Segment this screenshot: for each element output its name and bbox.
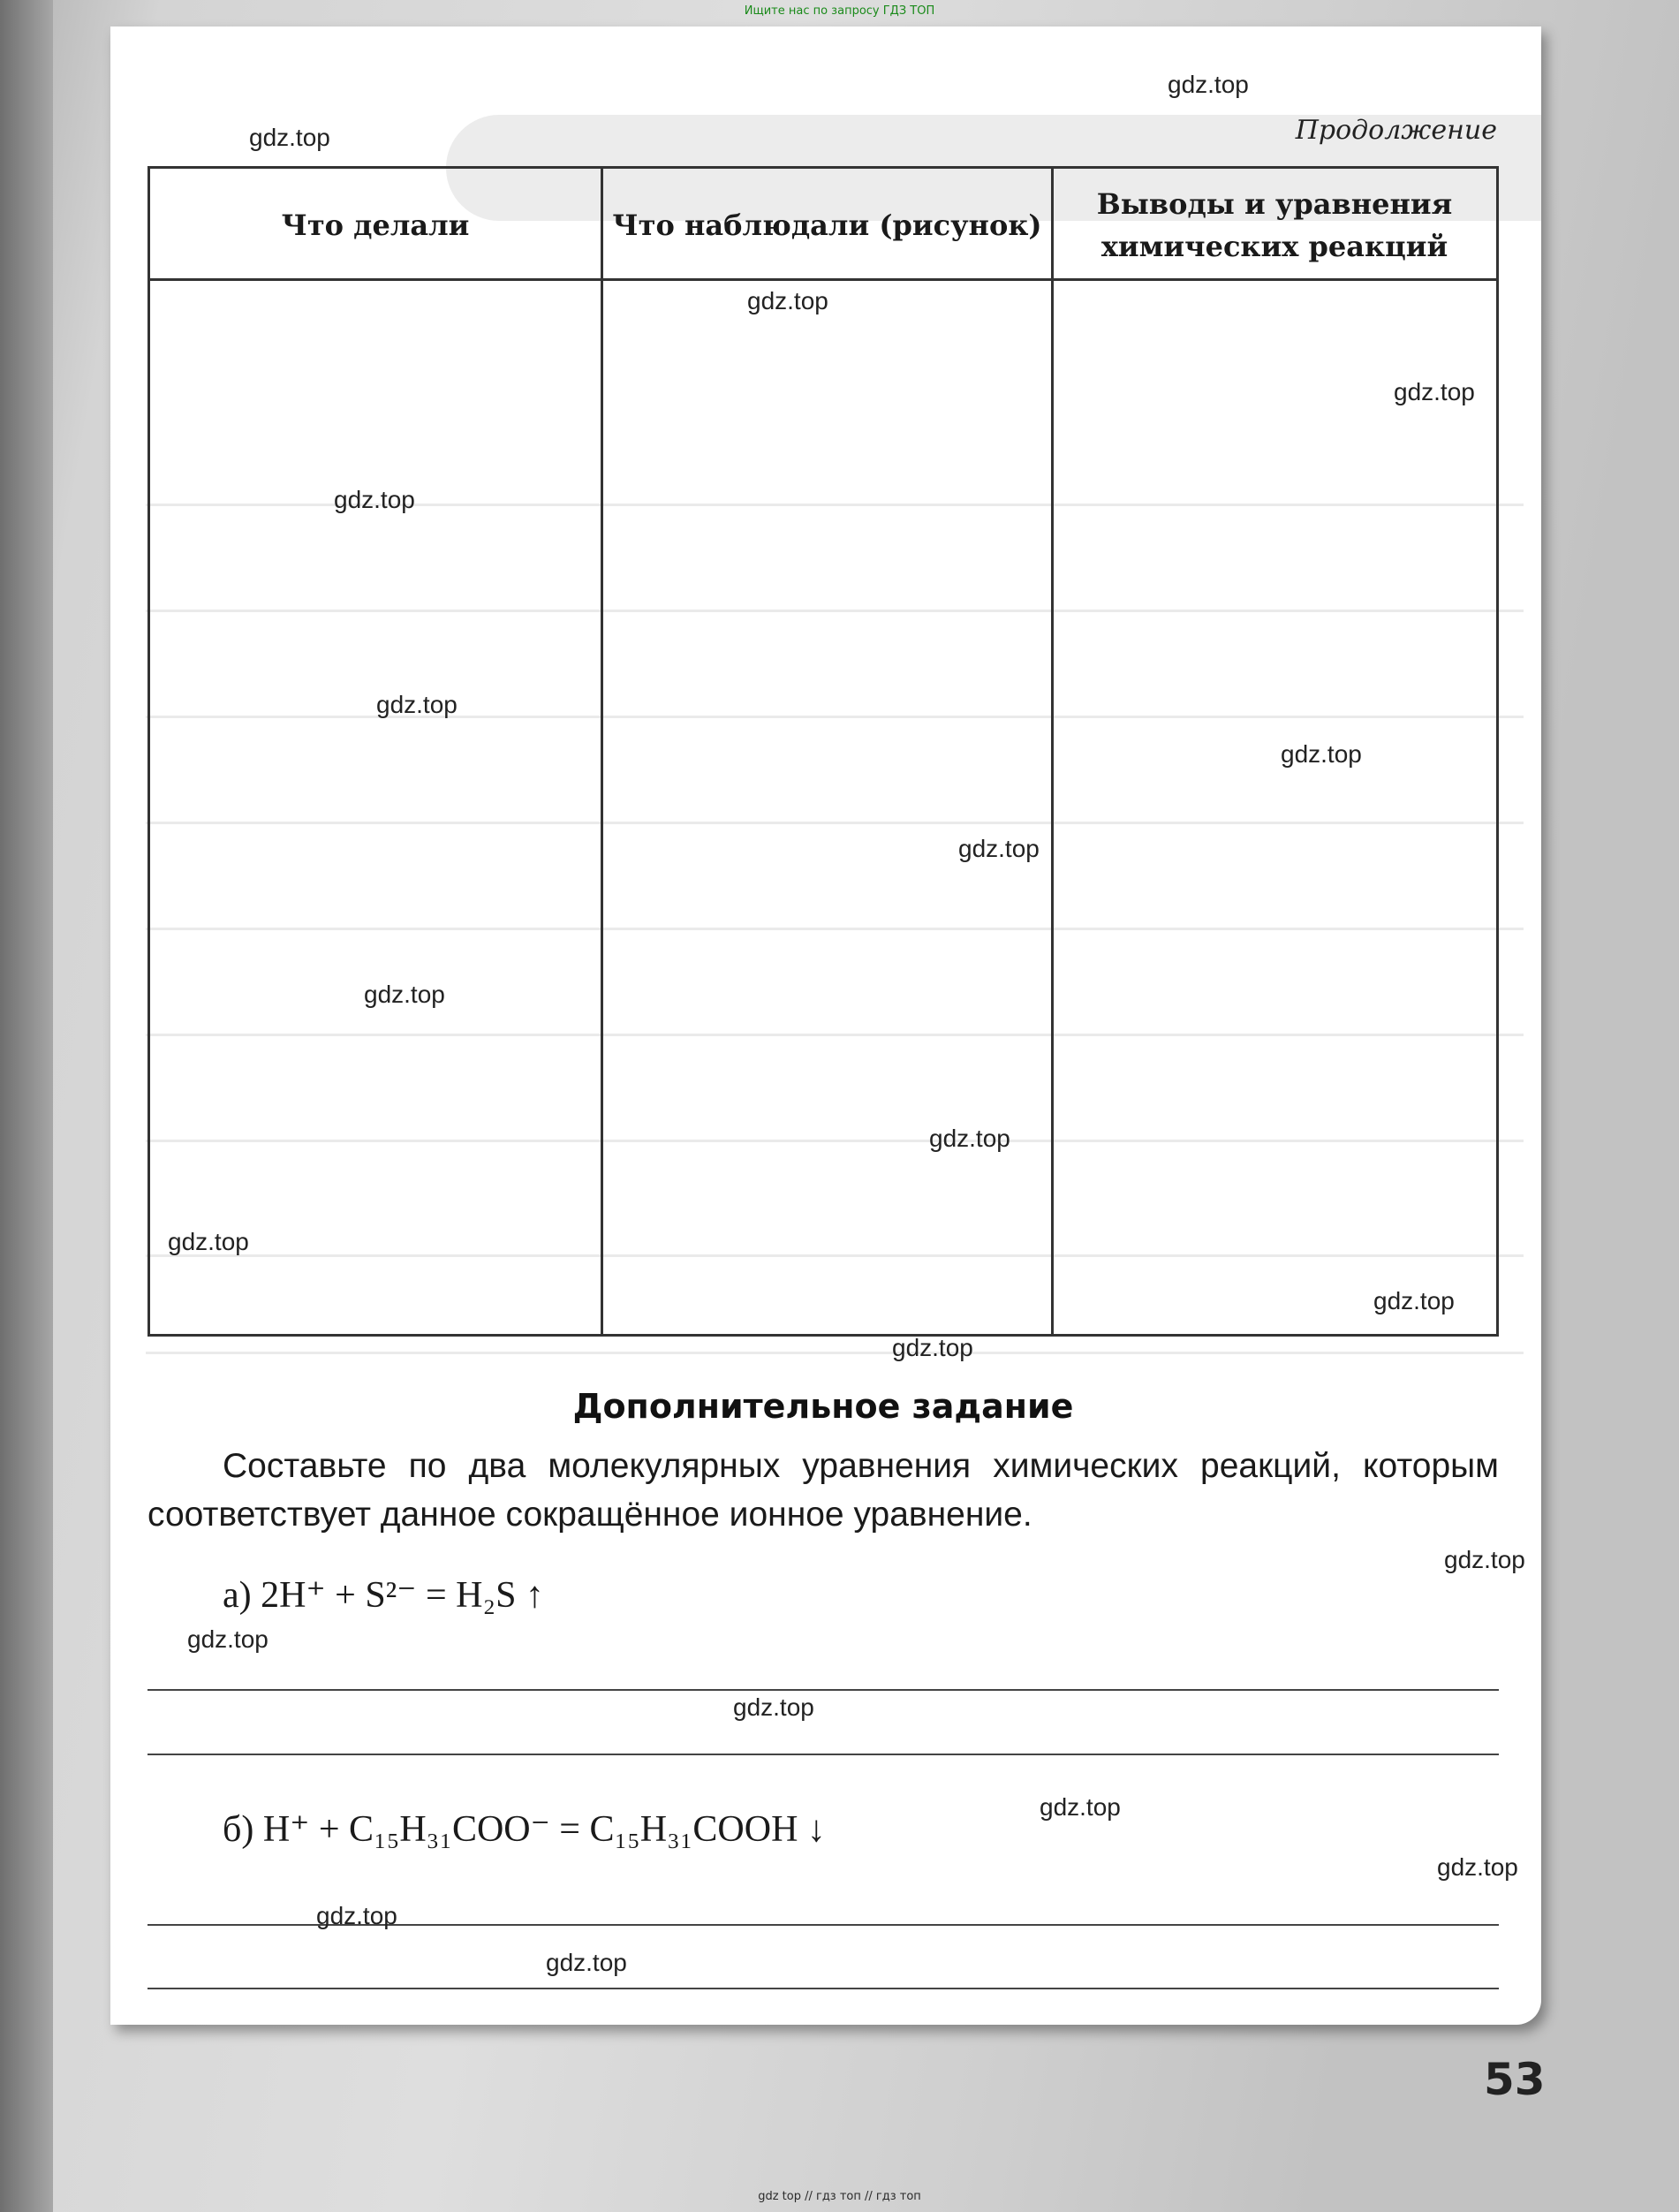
watermark: gdz.top	[316, 1902, 397, 1929]
watermark: gdz.top	[187, 1625, 268, 1653]
book-spine-shadow	[0, 0, 53, 2212]
page-number: 53	[1484, 2054, 1546, 2105]
bottom-banner[interactable]: gdz top // гдз топ // гдз топ	[758, 2190, 921, 2203]
answer-line-b2[interactable]	[147, 1988, 1499, 1989]
column-header-what-did: Что делали	[281, 208, 470, 242]
watermark: gdz.top	[747, 287, 828, 314]
watermark: gdz.top	[958, 835, 1040, 862]
watermark: gdz.top	[364, 981, 445, 1008]
column-header-observed: Что наблюдали (рисунок)	[612, 208, 1042, 242]
answer-line-a1[interactable]	[147, 1689, 1499, 1691]
table-body-area[interactable]	[150, 281, 1496, 1334]
watermark: gdz.top	[1281, 740, 1362, 768]
equation-a-label: а)	[223, 1575, 252, 1616]
equation-a	[223, 1572, 544, 1617]
answer-line-a2[interactable]	[147, 1754, 1499, 1755]
watermark: gdz.top	[546, 1949, 627, 1976]
watermark: gdz.top	[1437, 1853, 1518, 1881]
equation-a-text: 2H⁺ + S²⁻ = H₂S ↑	[261, 1575, 544, 1616]
extra-task-title: Дополнительное задание	[572, 1387, 1074, 1426]
watermark: gdz.top	[249, 124, 330, 151]
equation-b-text: H⁺ + C₁₅H₃₁COO⁻ = C₁₅H₃₁COOH ↓	[262, 1809, 826, 1850]
watermark: gdz.top	[168, 1228, 249, 1255]
watermark: gdz.top	[1168, 71, 1249, 98]
watermark: gdz.top	[929, 1125, 1010, 1152]
watermark: gdz.top	[733, 1693, 814, 1721]
watermark: gdz.top	[334, 486, 415, 513]
extra-task-instruction: Составьте по два молекулярных уравнения химических реакций, которым соответствует данное сокращённое ионное уравнение.	[147, 1447, 1499, 1534]
equation-b-label: б)	[223, 1809, 254, 1850]
top-banner[interactable]: Ищите нас по запросу ГДЗ ТОП	[744, 4, 935, 18]
watermark: gdz.top	[892, 1334, 973, 1361]
watermark: gdz.top	[1040, 1793, 1121, 1821]
watermark: gdz.top	[376, 691, 458, 718]
equation-b	[223, 1807, 826, 1851]
column-header-conclusions: Выводы и уравнения химических реакций	[1096, 186, 1453, 263]
continued-label: Продолжение	[1295, 115, 1497, 146]
watermark: gdz.top	[1394, 378, 1475, 405]
watermark: gdz.top	[1373, 1287, 1455, 1314]
watermark: gdz.top	[1444, 1546, 1525, 1573]
